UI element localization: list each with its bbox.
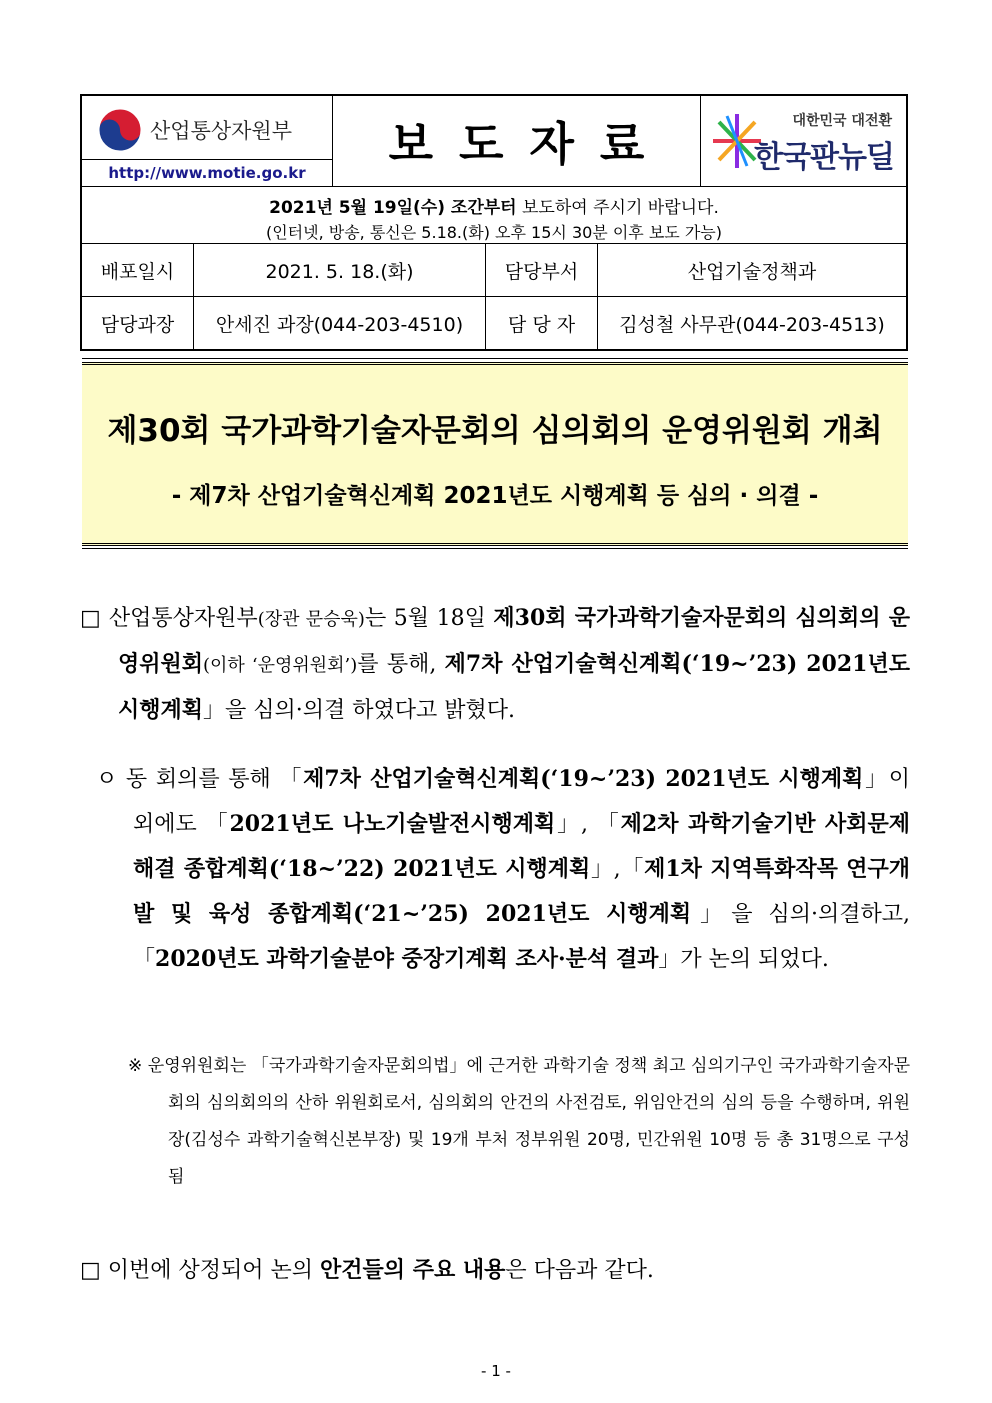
footnote: ※ 운영위원회는 「국가과학기술자문회의법」에 근거한 과학기술 정책 최고 심의기구인 국가과학기술자문회의 심의회의의 산하 위원회로서, 심의회의 안건의 사전검토, 위임안건의 심의 등을 수행하며, 위원장(김성수 과학기술혁신본부장) 및 19개 부처 정부위원 20명, 민간위원 10명 등 총 31명으로 구성됨: [128, 1056, 910, 1187]
ministry-logo: [98, 108, 292, 152]
embargo-date: 2021년 5월 19일(수) 조간부터: [269, 198, 517, 218]
embargo-row: [82, 187, 906, 244]
plan-name: 제7차 산업기술혁신계획(‘19~’23) 2021년도 시행계획: [118, 651, 910, 723]
reference-mark: ※: [128, 1056, 143, 1076]
title-box-rule-bottom: [82, 548, 908, 549]
brand-logo-cell: [701, 96, 906, 186]
ministry-url-link[interactable]: http://www.motie.go.kr: [82, 159, 332, 186]
ministry-logo-cell: [82, 96, 333, 186]
info-value-release-date: 2021. 5. 18.(화): [194, 244, 486, 296]
doc-title-cell: [333, 96, 701, 186]
info-label-contact: 담 당 자: [486, 297, 598, 349]
doc-title: 보도자료: [388, 117, 671, 171]
taegeuk-emblem-icon: [98, 108, 142, 152]
brand-tagline: 대한민국 대전환: [792, 113, 892, 129]
info-row-contacts: [82, 297, 906, 349]
brand-name: 한국판뉴딜: [754, 140, 894, 175]
headline: 제30회 국가과학기술자문회의 심의회의 운영위원회 개최: [107, 413, 883, 449]
square-bullet: □: [80, 606, 102, 631]
info-label-department: 담당부서: [486, 244, 598, 296]
title-box-rule-top: [82, 358, 908, 359]
info-value-director: 안세진 과장(044-203-4510): [194, 297, 486, 349]
info-value-contact: 김성철 사무관(044-203-4513): [619, 313, 885, 336]
subheadline: - 제7차 산업기술혁신계획 2021년도 시행계획 등 심의 · 의결 -: [171, 483, 819, 509]
info-value-department: 산업기술정책과: [687, 260, 817, 283]
ministry-name: 산업통상자원부: [150, 119, 293, 143]
paragraph-1: □ 산업통상자원부(장관 문승욱)는 5월 18일 제30회 국가과학기술자문회의 심의회의 운영위원회(이하 ‘운영위원회’)를 통해, 제7차 산업기술혁신계획(‘19~’23) 2021년도 시행계획」을 심의·의결 하였다고 밝혔다.: [80, 605, 910, 723]
circle-bullet: ㅇ: [96, 767, 118, 792]
page-number: - 1 -: [481, 1362, 511, 1380]
paragraph-4: □ 이번에 상정되어 논의 안건들의 주요 내용은 다음과 같다.: [80, 1257, 654, 1283]
embargo-text: 보도하여 주시기 바랍니다.: [516, 198, 719, 218]
press-header-table: [80, 94, 908, 351]
info-label-release-date: 배포일시: [82, 244, 194, 296]
square-bullet: □: [80, 1258, 101, 1283]
embargo-note: (인터넷, 방송, 통신은 5.18.(화) 오후 15시 30분 이후 보도 가능): [265, 223, 722, 242]
paragraph-2: ㅇ 동 회의를 통해 「제7차 산업기술혁신계획(‘19~’23) 2021년도 시행계획」이외에도 「2021년도 나노기술발전시행계획」, 「제2차 과학기술기반 사회문제해결 종합계획(‘18~’22) 2021년도 시행계획」,「제1차 지역특화작목 연구개발 및 육성 종합계획(‘21~’25) 2021년도 시행계획」을 심의·의결하고,「2020년도 과학기술분야 중장기계획 조사·분석 결과」가 논의 되었다.: [96, 766, 911, 972]
title-box: [82, 362, 908, 546]
info-row-release: [82, 244, 906, 297]
meeting-name: 제30회 국가과학기술자문회의 심의회의 운영위원회: [118, 605, 910, 677]
info-label-director: 담당과장: [82, 297, 194, 349]
